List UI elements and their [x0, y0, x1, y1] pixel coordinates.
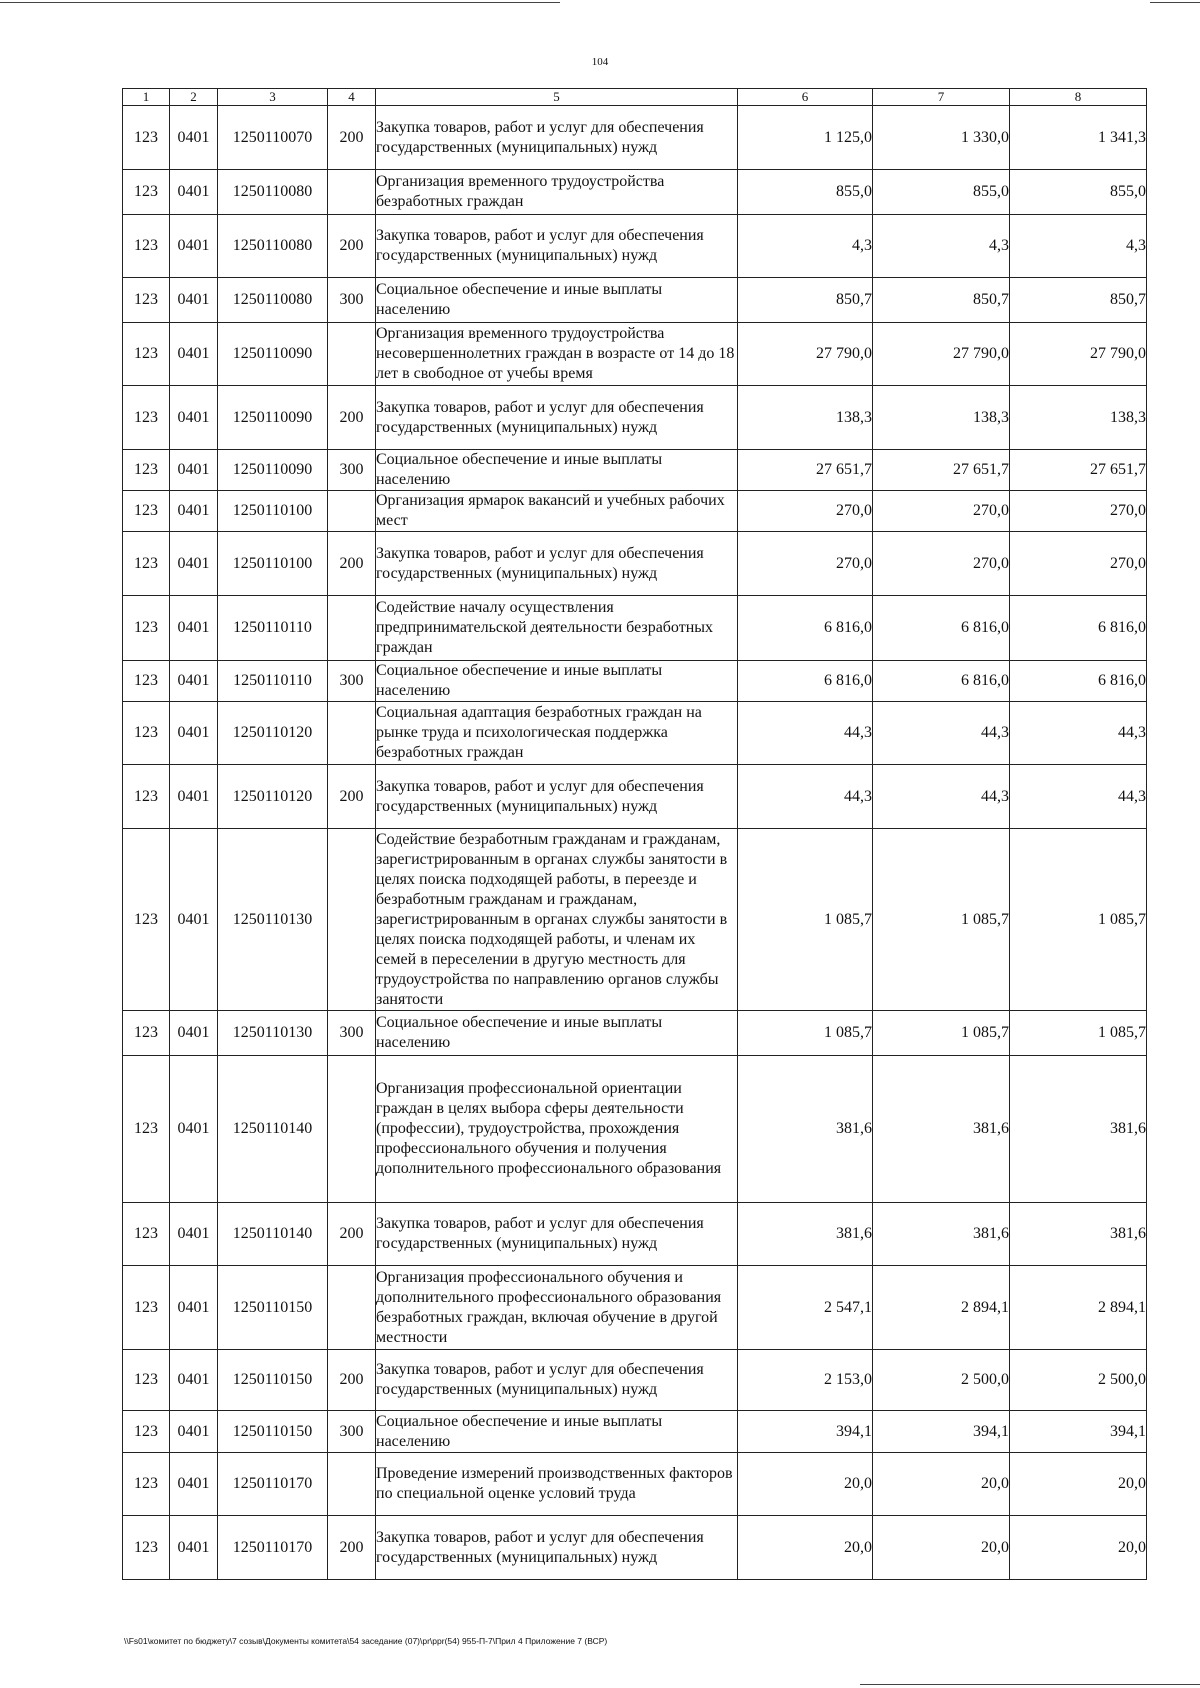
grbs-code-cell: 123 [123, 1056, 170, 1203]
item-description-cell: Закупка товаров, работ и услуг для обеспечения государственных (муниципальных) нужд [376, 532, 738, 596]
amount-col8-cell: 138,3 [1010, 386, 1147, 450]
table-row [123, 106, 1147, 170]
table-row [123, 1350, 1147, 1411]
target-article-code-cell: 1250110110 [218, 661, 328, 702]
item-description-cell: Содействие безработным гражданам и гражданам, зарегистрированным в органах службы занятости в целях поиска подходящей работы, в переезде и безработным гражданам и гражданам, зарегистрированным в органах службы занятости в целях поиска подходящей работы, и членам их семей в переселении в другую местность для трудоустройства по направлению органов службы занятости [376, 829, 738, 1011]
section-code-cell: 0401 [170, 1516, 218, 1580]
expense-type-code-cell [328, 491, 376, 532]
expense-type-code-cell: 200 [328, 532, 376, 596]
grbs-code-cell: 123 [123, 1266, 170, 1350]
table-row [123, 596, 1147, 661]
grbs-code-cell: 123 [123, 702, 170, 765]
amount-col8-cell: 20,0 [1010, 1453, 1147, 1516]
scan-edge-line [0, 2, 560, 3]
expense-type-code-cell [328, 829, 376, 1011]
amount-col8-cell: 270,0 [1010, 532, 1147, 596]
expense-type-code-cell: 200 [328, 765, 376, 829]
target-article-code-cell: 1250110090 [218, 386, 328, 450]
item-description-cell: Проведение измерений производственных факторов по специальной оценке условий труда [376, 1453, 738, 1516]
amount-col7-cell: 2 500,0 [873, 1350, 1010, 1411]
expense-type-code-cell: 200 [328, 1516, 376, 1580]
column-header: 4 [328, 89, 376, 106]
grbs-code-cell: 123 [123, 278, 170, 323]
amount-col8-cell: 27 790,0 [1010, 323, 1147, 386]
expense-type-code-cell: 300 [328, 450, 376, 491]
section-code-cell: 0401 [170, 323, 218, 386]
item-description-cell: Закупка товаров, работ и услуг для обеспечения государственных (муниципальных) нужд [376, 765, 738, 829]
amount-col7-cell: 394,1 [873, 1411, 1010, 1453]
amount-col7-cell: 270,0 [873, 532, 1010, 596]
target-article-code-cell: 1250110150 [218, 1411, 328, 1453]
expense-type-code-cell: 300 [328, 661, 376, 702]
table-row [123, 1516, 1147, 1580]
amount-col6-cell: 381,6 [738, 1203, 873, 1266]
amount-col8-cell: 1 085,7 [1010, 829, 1147, 1011]
amount-col7-cell: 270,0 [873, 491, 1010, 532]
footer-file-path: \\Fs01\комитет по бюджету\7 созыв\Документы комитета\54 заседание (07)\pr\ppr(54) 955-П-7\Прил 4 Приложение 7 (ВСР) [124, 1636, 608, 1646]
target-article-code-cell: 1250110130 [218, 829, 328, 1011]
amount-col6-cell: 270,0 [738, 491, 873, 532]
table-row [123, 450, 1147, 491]
amount-col8-cell: 855,0 [1010, 170, 1147, 215]
table-row [123, 278, 1147, 323]
amount-col8-cell: 2 894,1 [1010, 1266, 1147, 1350]
budget-table [122, 88, 1147, 1580]
target-article-code-cell: 1250110100 [218, 532, 328, 596]
section-code-cell: 0401 [170, 1350, 218, 1411]
item-description-cell: Организация временного трудоустройства несовершеннолетних граждан в возрасте от 14 до 18 лет в свободное от учебы время [376, 323, 738, 386]
amount-col6-cell: 850,7 [738, 278, 873, 323]
amount-col6-cell: 20,0 [738, 1453, 873, 1516]
amount-col6-cell: 27 790,0 [738, 323, 873, 386]
section-code-cell: 0401 [170, 532, 218, 596]
item-description-cell: Социальное обеспечение и иные выплаты населению [376, 278, 738, 323]
section-code-cell: 0401 [170, 765, 218, 829]
column-header: 7 [873, 89, 1010, 106]
expense-type-code-cell: 200 [328, 1350, 376, 1411]
expense-type-code-cell [328, 1056, 376, 1203]
amount-col6-cell: 6 816,0 [738, 661, 873, 702]
column-header: 1 [123, 89, 170, 106]
expense-type-code-cell [328, 596, 376, 661]
amount-col8-cell: 1 085,7 [1010, 1011, 1147, 1056]
section-code-cell: 0401 [170, 1056, 218, 1203]
item-description-cell: Закупка товаров, работ и услуг для обеспечения государственных (муниципальных) нужд [376, 215, 738, 278]
item-description-cell: Социальное обеспечение и иные выплаты населению [376, 1011, 738, 1056]
expense-type-code-cell: 300 [328, 1011, 376, 1056]
amount-col7-cell: 44,3 [873, 765, 1010, 829]
grbs-code-cell: 123 [123, 491, 170, 532]
table-row [123, 1411, 1147, 1453]
section-code-cell: 0401 [170, 215, 218, 278]
amount-col6-cell: 44,3 [738, 702, 873, 765]
item-description-cell: Закупка товаров, работ и услуг для обеспечения государственных (муниципальных) нужд [376, 106, 738, 170]
section-code-cell: 0401 [170, 596, 218, 661]
amount-col8-cell: 381,6 [1010, 1203, 1147, 1266]
section-code-cell: 0401 [170, 491, 218, 532]
grbs-code-cell: 123 [123, 450, 170, 491]
target-article-code-cell: 1250110110 [218, 596, 328, 661]
amount-col7-cell: 27 651,7 [873, 450, 1010, 491]
target-article-code-cell: 1250110080 [218, 170, 328, 215]
grbs-code-cell: 123 [123, 215, 170, 278]
target-article-code-cell: 1250110170 [218, 1453, 328, 1516]
amount-col8-cell: 44,3 [1010, 702, 1147, 765]
amount-col6-cell: 20,0 [738, 1516, 873, 1580]
grbs-code-cell: 123 [123, 1350, 170, 1411]
table-row [123, 1266, 1147, 1350]
grbs-code-cell: 123 [123, 106, 170, 170]
amount-col8-cell: 394,1 [1010, 1411, 1147, 1453]
expense-type-code-cell: 200 [328, 215, 376, 278]
amount-col7-cell: 850,7 [873, 278, 1010, 323]
table-row [123, 491, 1147, 532]
target-article-code-cell: 1250110120 [218, 702, 328, 765]
column-header: 3 [218, 89, 328, 106]
expense-type-code-cell: 300 [328, 278, 376, 323]
grbs-code-cell: 123 [123, 1453, 170, 1516]
grbs-code-cell: 123 [123, 1203, 170, 1266]
table-row [123, 215, 1147, 278]
grbs-code-cell: 123 [123, 532, 170, 596]
section-code-cell: 0401 [170, 1411, 218, 1453]
amount-col7-cell: 381,6 [873, 1056, 1010, 1203]
item-description-cell: Закупка товаров, работ и услуг для обеспечения государственных (муниципальных) нужд [376, 1516, 738, 1580]
table-row [123, 1056, 1147, 1203]
item-description-cell: Социальное обеспечение и иные выплаты населению [376, 450, 738, 491]
amount-col8-cell: 44,3 [1010, 765, 1147, 829]
column-number-header-row [123, 89, 1147, 106]
grbs-code-cell: 123 [123, 170, 170, 215]
amount-col7-cell: 20,0 [873, 1516, 1010, 1580]
item-description-cell: Закупка товаров, работ и услуг для обеспечения государственных (муниципальных) нужд [376, 1350, 738, 1411]
section-code-cell: 0401 [170, 829, 218, 1011]
target-article-code-cell: 1250110080 [218, 215, 328, 278]
column-header: 2 [170, 89, 218, 106]
section-code-cell: 0401 [170, 661, 218, 702]
grbs-code-cell: 123 [123, 1411, 170, 1453]
section-code-cell: 0401 [170, 1453, 218, 1516]
scan-edge-line [1150, 2, 1200, 3]
amount-col7-cell: 1 330,0 [873, 106, 1010, 170]
table-row [123, 702, 1147, 765]
amount-col8-cell: 2 500,0 [1010, 1350, 1147, 1411]
amount-col8-cell: 20,0 [1010, 1516, 1147, 1580]
amount-col6-cell: 27 651,7 [738, 450, 873, 491]
amount-col8-cell: 6 816,0 [1010, 596, 1147, 661]
amount-col7-cell: 138,3 [873, 386, 1010, 450]
target-article-code-cell: 1250110140 [218, 1056, 328, 1203]
target-article-code-cell: 1250110120 [218, 765, 328, 829]
page-number: 104 [591, 56, 609, 68]
amount-col6-cell: 1 125,0 [738, 106, 873, 170]
item-description-cell: Организация профессионального обучения и дополнительного профессионального образования безработных граждан, включая обучение в другой местности [376, 1266, 738, 1350]
grbs-code-cell: 123 [123, 1011, 170, 1056]
section-code-cell: 0401 [170, 170, 218, 215]
amount-col6-cell: 138,3 [738, 386, 873, 450]
amount-col8-cell: 4,3 [1010, 215, 1147, 278]
target-article-code-cell: 1250110090 [218, 450, 328, 491]
amount-col8-cell: 1 341,3 [1010, 106, 1147, 170]
item-description-cell: Социальное обеспечение и иные выплаты населению [376, 1411, 738, 1453]
table-row [123, 1453, 1147, 1516]
scan-edge-line [860, 1684, 1200, 1685]
amount-col7-cell: 1 085,7 [873, 829, 1010, 1011]
amount-col6-cell: 381,6 [738, 1056, 873, 1203]
expense-type-code-cell [328, 702, 376, 765]
column-header: 6 [738, 89, 873, 106]
amount-col7-cell: 20,0 [873, 1453, 1010, 1516]
target-article-code-cell: 1250110170 [218, 1516, 328, 1580]
amount-col8-cell: 270,0 [1010, 491, 1147, 532]
table-row [123, 170, 1147, 215]
table-row [123, 532, 1147, 596]
item-description-cell: Содействие началу осуществления предпринимательской деятельности безработных граждан [376, 596, 738, 661]
amount-col6-cell: 4,3 [738, 215, 873, 278]
table-row [123, 386, 1147, 450]
grbs-code-cell: 123 [123, 596, 170, 661]
item-description-cell: Закупка товаров, работ и услуг для обеспечения государственных (муниципальных) нужд [376, 1203, 738, 1266]
amount-col6-cell: 2 547,1 [738, 1266, 873, 1350]
amount-col6-cell: 44,3 [738, 765, 873, 829]
target-article-code-cell: 1250110140 [218, 1203, 328, 1266]
target-article-code-cell: 1250110080 [218, 278, 328, 323]
amount-col8-cell: 6 816,0 [1010, 661, 1147, 702]
target-article-code-cell: 1250110090 [218, 323, 328, 386]
column-header: 5 [376, 89, 738, 106]
expense-type-code-cell: 200 [328, 106, 376, 170]
target-article-code-cell: 1250110070 [218, 106, 328, 170]
expense-type-code-cell [328, 1266, 376, 1350]
section-code-cell: 0401 [170, 278, 218, 323]
item-description-cell: Организация профессиональной ориентации граждан в целях выбора сферы деятельности (профессии), трудоустройства, прохождения профессионального обучения и получения дополнительного профессионального образования [376, 1056, 738, 1203]
expense-type-code-cell: 200 [328, 386, 376, 450]
amount-col6-cell: 1 085,7 [738, 1011, 873, 1056]
amount-col6-cell: 855,0 [738, 170, 873, 215]
table-row [123, 765, 1147, 829]
table-row [123, 661, 1147, 702]
amount-col6-cell: 1 085,7 [738, 829, 873, 1011]
amount-col7-cell: 1 085,7 [873, 1011, 1010, 1056]
grbs-code-cell: 123 [123, 323, 170, 386]
target-article-code-cell: 1250110100 [218, 491, 328, 532]
section-code-cell: 0401 [170, 1203, 218, 1266]
amount-col6-cell: 6 816,0 [738, 596, 873, 661]
item-description-cell: Социальная адаптация безработных граждан на рынке труда и психологическая поддержка безработных граждан [376, 702, 738, 765]
amount-col7-cell: 27 790,0 [873, 323, 1010, 386]
grbs-code-cell: 123 [123, 765, 170, 829]
amount-col7-cell: 4,3 [873, 215, 1010, 278]
expense-type-code-cell [328, 323, 376, 386]
expense-type-code-cell [328, 170, 376, 215]
section-code-cell: 0401 [170, 386, 218, 450]
expense-type-code-cell: 300 [328, 1411, 376, 1453]
item-description-cell: Организация временного трудоустройства безработных граждан [376, 170, 738, 215]
section-code-cell: 0401 [170, 1266, 218, 1350]
amount-col6-cell: 270,0 [738, 532, 873, 596]
amount-col7-cell: 6 816,0 [873, 661, 1010, 702]
amount-col7-cell: 44,3 [873, 702, 1010, 765]
column-header: 8 [1010, 89, 1147, 106]
target-article-code-cell: 1250110130 [218, 1011, 328, 1056]
amount-col8-cell: 381,6 [1010, 1056, 1147, 1203]
amount-col7-cell: 381,6 [873, 1203, 1010, 1266]
expense-type-code-cell: 200 [328, 1203, 376, 1266]
grbs-code-cell: 123 [123, 829, 170, 1011]
table-row [123, 1203, 1147, 1266]
grbs-code-cell: 123 [123, 1516, 170, 1580]
section-code-cell: 0401 [170, 450, 218, 491]
amount-col6-cell: 2 153,0 [738, 1350, 873, 1411]
target-article-code-cell: 1250110150 [218, 1350, 328, 1411]
amount-col7-cell: 855,0 [873, 170, 1010, 215]
table-row [123, 829, 1147, 1011]
item-description-cell: Закупка товаров, работ и услуг для обеспечения государственных (муниципальных) нужд [376, 386, 738, 450]
section-code-cell: 0401 [170, 702, 218, 765]
grbs-code-cell: 123 [123, 661, 170, 702]
expense-type-code-cell [328, 1453, 376, 1516]
amount-col7-cell: 6 816,0 [873, 596, 1010, 661]
item-description-cell: Социальное обеспечение и иные выплаты населению [376, 661, 738, 702]
amount-col6-cell: 394,1 [738, 1411, 873, 1453]
grbs-code-cell: 123 [123, 386, 170, 450]
item-description-cell: Организация ярмарок вакансий и учебных рабочих мест [376, 491, 738, 532]
amount-col8-cell: 27 651,7 [1010, 450, 1147, 491]
table-row [123, 1011, 1147, 1056]
section-code-cell: 0401 [170, 106, 218, 170]
amount-col7-cell: 2 894,1 [873, 1266, 1010, 1350]
target-article-code-cell: 1250110150 [218, 1266, 328, 1350]
amount-col8-cell: 850,7 [1010, 278, 1147, 323]
section-code-cell: 0401 [170, 1011, 218, 1056]
table-row [123, 323, 1147, 386]
